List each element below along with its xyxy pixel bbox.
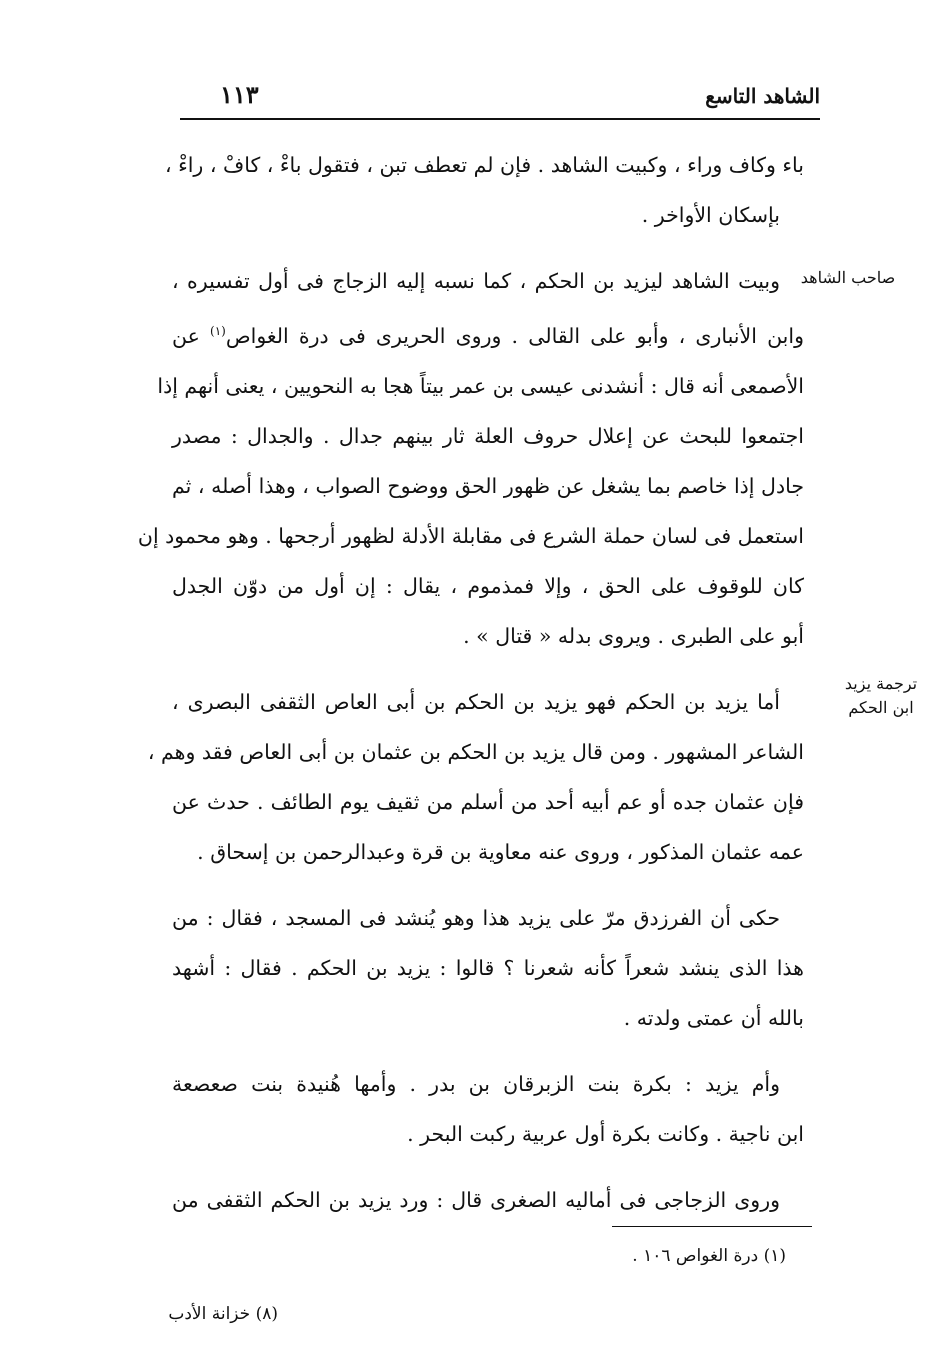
text-segment: وابن الأنبارى ، وأبو على القالى . وروى الحريرى فى درة الغواص [225, 323, 804, 348]
footnote: (١) درة الغواص ١٠٦ . [632, 1246, 786, 1266]
text-line: وبيت الشاهد ليزيد بن الحكم ، كما نسبه إليه الزجاج فى أول تفسيره ، [172, 269, 780, 293]
text-line: الأصمعى أنه قال : أنشدنى عيسى بن عمر بيتاً هجا به النحويين ، يعنى أنهم إذا [157, 373, 804, 398]
text-line-with-footnote [172, 306, 804, 361]
printer-signature: (٨) خزانة الأدب [168, 1304, 278, 1324]
paragraph-2 [137, 256, 804, 661]
margin-note-biography-line1: ترجمة يزيد [844, 674, 918, 693]
margin-note-biography [836, 672, 926, 720]
text-line: جادل إذا خاصم بما يشغل عن ظهور الحق ووضوح الصواب ، وهذا أصله ، ثم [172, 473, 804, 498]
margin-note-biography-line2: ابن الحكم [848, 698, 914, 717]
text-line: فإن عثمان جده أو عم أبيه أحد من أسلم من ثقيف يوم الطائف . حدث عن [172, 789, 804, 814]
paragraph-4 [172, 893, 804, 1043]
text-line: أبو على الطبرى . ويروى بدله « قتال » . [463, 623, 804, 648]
text-line: باء وكاف وراء ، وكبيت الشاهد . فإن لم تعطف تبن ، فتقول باءْ ، كافْ ، راءْ ، [164, 153, 804, 177]
text-line: استعمل فى لسان حملة الشرع فى مقابلة الأدلة لظهور أرجحها . وهو محمود إن [137, 523, 804, 548]
text-line: وأم يزيد : بكرة بنت الزبرقان بن بدر . وأمها هُنيدة بنت صعصعة [172, 1071, 780, 1096]
margin-note-author: صاحب الشاهد [800, 268, 896, 287]
text-line: كان للوقوف على الحق ، وإلا فمذموم ، يقال : إن أول من دوّن الجدل [172, 573, 804, 598]
text-line: بالله أن عمتى ولدته . [623, 1005, 804, 1030]
text-segment: عن [172, 323, 200, 348]
running-title: الشاهد التاسع [705, 84, 820, 108]
text-line: اجتمعوا للبحث عن إعلال حروف العلة ثار بينهم جدال . والجدال : مصدر [172, 423, 804, 448]
paragraph-5 [172, 1059, 804, 1159]
text-line: أما يزيد بن الحكم فهو يزيد بن الحكم بن أبى العاص الثقفى البصرى ، [172, 689, 780, 714]
paragraph-3 [147, 677, 804, 877]
text-line: حكى أن الفرزدق مرّ على يزيد هذا وهو يُنشد فى المسجد ، فقال : من [172, 905, 780, 930]
text-line: بإسكان الأواخر . [641, 203, 780, 227]
page-header [180, 78, 820, 120]
text-line: ابن ناجية . وكانت بكرة أول عربية ركبت البحر . [407, 1121, 804, 1146]
body-text [137, 140, 804, 1225]
text-line: عمه عثمان المذكور ، وروى عنه معاوية بن قرة وعبدالرحمن بن إسحاق . [197, 839, 804, 864]
footnote-divider [612, 1226, 812, 1227]
text-line: الشاعر المشهور . ومن قال يزيد بن الحكم بن عثمان بن أبى العاص فقد وهم ، [147, 739, 804, 764]
text-line: وروى الزجاجى فى أماليه الصغرى قال : ورد يزيد بن الحكم الثقفى من [172, 1187, 780, 1212]
footnote-marker: (١) [210, 324, 226, 338]
paragraph-1 [164, 140, 804, 240]
paragraph-6 [172, 1175, 804, 1225]
text-line: هذا الذى ينشد شعراً كأنه شعرنا ؟ قالوا : يزيد بن الحكم . فقال : أشهد [172, 955, 804, 980]
page-number: ١١٣ [220, 80, 259, 109]
